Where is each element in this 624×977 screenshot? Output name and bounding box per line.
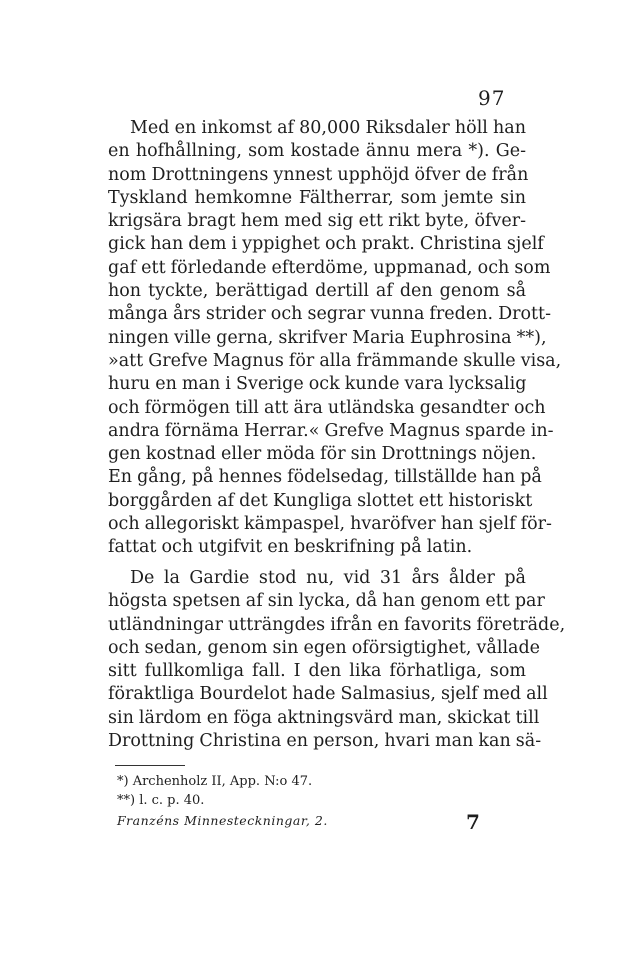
text-line: ningen ville gerna, skrifver Maria Euphrosina **), (108, 327, 547, 348)
footnote: **) l. c. p. 40. (117, 793, 205, 808)
text-line: andra förnäma Herrar.« Grefve Magnus sparde in- (108, 420, 554, 441)
text-line: hon tyckte, berättigad dertill af den genom så (108, 281, 526, 302)
footnotes (117, 772, 517, 810)
footnote-divider (115, 765, 185, 766)
text-line: Med en inkomst af 80,000 Riksdaler höll han (130, 118, 526, 138)
text-line: och förmögen till att ära utländska gesandter och (108, 397, 546, 418)
text-line: en hofhållning, som kostade ännu mera *). Ge- (108, 141, 526, 162)
paragraph-1 (108, 117, 562, 560)
page-number: 97 (478, 86, 506, 110)
text-line: sin lärdom en föga aktningsvärd man, skickat till (108, 707, 540, 728)
signature-text: Franzéns Minnesteckningar, 2. (117, 813, 328, 828)
text-line: fattat och utgifvit en beskrifning på latin. (108, 537, 473, 558)
text-line: En gång, på hennes födelsedag, tillställde han på (108, 467, 542, 488)
text-line: gaf ett förledande efterdöme, uppmanad, och som (108, 257, 551, 278)
text-line: många års strider och segrar vunna freden. Drott- (108, 304, 551, 325)
text-line: Drottning Christina en person, hvari man kan sä- (108, 731, 542, 752)
text-line: högsta spetsen af sin lycka, då han genom ett par (108, 591, 545, 612)
text-line: »att Grefve Magnus för alla främmande skulle visa, (108, 350, 562, 371)
text-line: krigsära bragt hem med sig ett rikt byte, öfver- (108, 211, 526, 232)
text-line: gen kostnad eller möda för sin Drottnings nöjen. (108, 444, 537, 465)
text-line: borggården af det Kungliga slottet ett historiskt (108, 490, 533, 511)
footnote: *) Archenholz II, App. N:o 47. (117, 774, 313, 789)
text-line: föraktliga Bourdelot hade Salmasius, sjelf med all (108, 684, 548, 705)
text-line: utländningar utträngdes ifrån en favorits företräde, (108, 614, 566, 635)
text-line: sitt fullkomliga fall. I den lika förhatliga, som (108, 661, 526, 682)
text-line: och sedan, genom sin egen oförsigtighet, vållade (108, 637, 541, 658)
printer-signature (117, 810, 517, 832)
text-line: De la Gardie stod nu, vid 31 års ålder på (130, 568, 526, 588)
text-line: gick han dem i yppighet och prakt. Christina sjelf (108, 234, 544, 255)
signature-number: 7 (466, 810, 480, 834)
text-line: och allegoriskt kämpaspel, hvaröfver han sjelf för- (108, 514, 552, 535)
text-line: nom Drottningens ynnest upphöjd öfver de från (108, 164, 529, 185)
paragraph-2 (108, 567, 566, 753)
text-line: Tyskland hemkomne Fältherrar, som jemte sin (108, 187, 526, 208)
text-line: huru en man i Sverige ock kunde vara lycksalig (108, 374, 527, 395)
